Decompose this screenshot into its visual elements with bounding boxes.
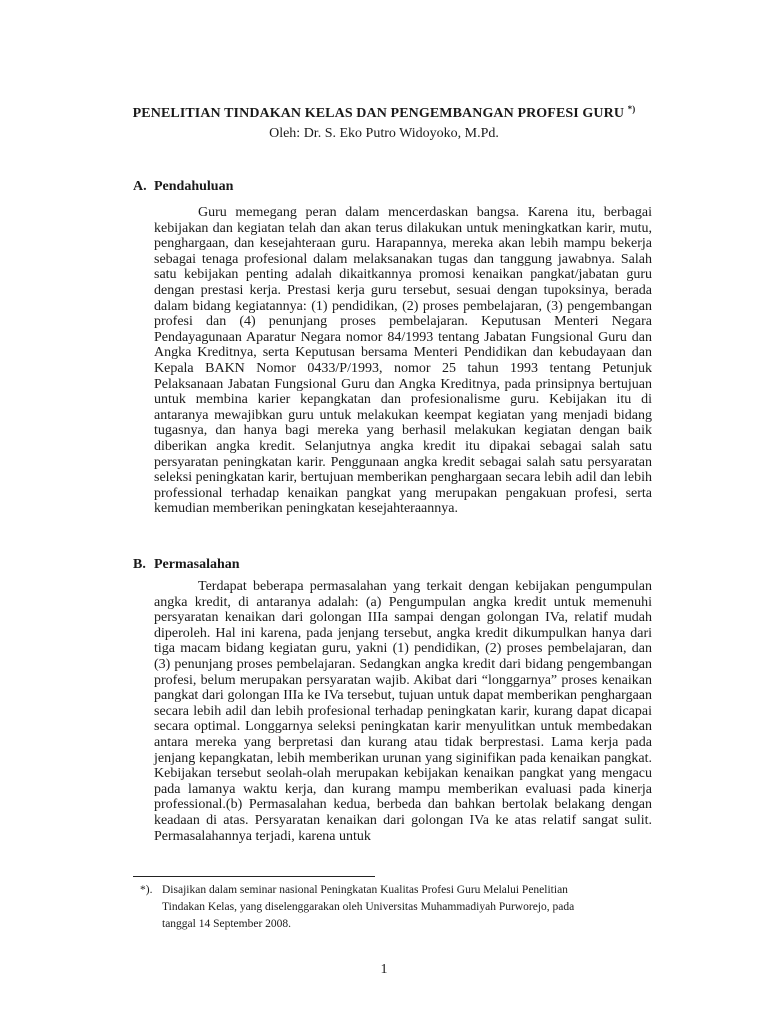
author-line: Oleh: Dr. S. Eko Putro Widoyoko, M.Pd.: [269, 126, 499, 141]
page-number: 1: [380, 962, 388, 977]
footnote: [140, 882, 660, 933]
footnote-divider: [133, 876, 375, 877]
footnote-mark: *).: [140, 884, 153, 896]
title-text: PENELITIAN TINDAKAN KELAS DAN PENGEMBANGAN PROFESI GURU: [132, 106, 625, 121]
section-heading-permasalahan: [133, 557, 240, 573]
footnote-line-1: Disajikan dalam seminar nasional Peningkatan Kualitas Profesi Guru Melalui Penelitian: [162, 884, 568, 896]
section-body-pendahuluan: Guru memegang peran dalam mencerdaskan bangsa. Karena itu, berbagai kebijakan dan kegiatan telah dan akan terus dilakukan untuk meningkatkan karir, mutu, penghargaan, dan kesejahteraan guru. Harapannya, mereka akan lebih mampu bekerja sebagai tenaga profesional dalam melaksanakan tugas dan tanggung jawabnya. Salah satu kebijakan penting adalah dikaitkannya promosi kenaikan pangkat/jabatan guru dengan prestasi kerja. Prestasi kerja guru tersebut, sesuai dengan tupoksinya, berada dalam bidang kegiatannya: (1) pendidikan, (2) proses pembelajaran, (3) pengembangan profesi dan (4) penunjang proses pembelajaran. Keputusan Menteri Negara Pendayagunaan Aparatur Negara nomor 84/1993 tentang Jabatan Fungsional Guru dan Angka Kreditnya, serta Keputusan bersama Menteri Pendidikan dan kebudayaan dan Kepala BAKN Nomor 0433/P/1993, nomor 25 tahun 1993 tentang Petunjuk Pelaksanaan Jabatan Fungsional Guru dan Angka Kreditnya, pada prinsipnya bertujuan untuk membina karier kepangkatan dan profesionalisme guru. Kebijakan itu di antaranya mewajibkan guru untuk melakukan keempat kegiatan yang menjadi bidang tugasnya, dan hanya bagi mereka yang berhasil melakukan kegiatan dengan baik diberikan angka kredit. Selanjutnya angka kredit itu dipakai sebagai salah satu persyaratan peningkatan karir. Penggunaan angka kredit sebagai salah satu persyaratan seleksi peningkatan karir, bertujuan memberikan penghargaan secara lebih adil dan lebih professional terhadap kenaikan pangkat yang merupakan pengakuan profesi, serta kemudian memberikan peningkatan kesejahteraannya.: [154, 205, 652, 517]
section-title: Permasalahan: [154, 557, 240, 572]
section-heading-pendahuluan: [133, 179, 233, 195]
section-body-permasalahan: Terdapat beberapa permasalahan yang terkait dengan kebijakan pengumpulan angka kredit, di antaranya adalah: (a) Pengumpulan angka kredit untuk memenuhi persyaratan kenaikan dari golongan IIIa sampai dengan golongan IVa, relatif mudah diperoleh. Hal ini karena, pada jenjang tersebut, angka kredit dikumpulkan hanya dari tiga macam bidang kegiatan guru, yakni (1) pendidikan, (2) proses pembelajaran, dan (3) penunjang proses pembelajaran. Sedangkan angka kredit dari bidang pengembangan profesi, belum merupakan persyaratan wajib. Akibat dari “longgarnya” proses kenaikan pangkat dari golongan IIIa ke IVa tersebut, tujuan untuk dapat memberikan penghargaan secara lebih adil dan lebih profesional terhadap peningkatan karir, kurang dapat dicapai secara optimal. Longgarnya seleksi peningkatan karir menyulitkan untuk membedakan antara mereka yang berpretasi dan kurang atau tidak berprestasi. Lama kerja pada jenjang kepangkatan, lebih memberikan urunan yang siginifikan pada kenaikan pangkat. Kebijakan tersebut seolah-olah merupakan kebijakan kenaikan pangkat yang mengacu pada lamanya waktu kerja, dan kurang mampu memberikan evaluasi pada kinerja professional.(b) Permasalahan kedua, berbeda dan bahkan bertolak belakang dengan keadaan di atas. Persyaratan kenaikan dari golongan IVa ke atas relatif sangat sulit. Permasalahannya terjadi, karena untuk: [154, 579, 652, 844]
section-number: A.: [133, 179, 147, 194]
footnote-line-2: Tindakan Kelas, yang diselenggarakan oleh Universitas Muhammadiyah Purworejo, pada: [162, 901, 575, 913]
footnote-line-3: tanggal 14 September 2008.: [162, 918, 292, 930]
section-number: B.: [133, 557, 146, 572]
document-title: [0, 104, 768, 122]
title-footnote-mark: *): [627, 104, 636, 114]
section-title: Pendahuluan: [154, 179, 234, 194]
